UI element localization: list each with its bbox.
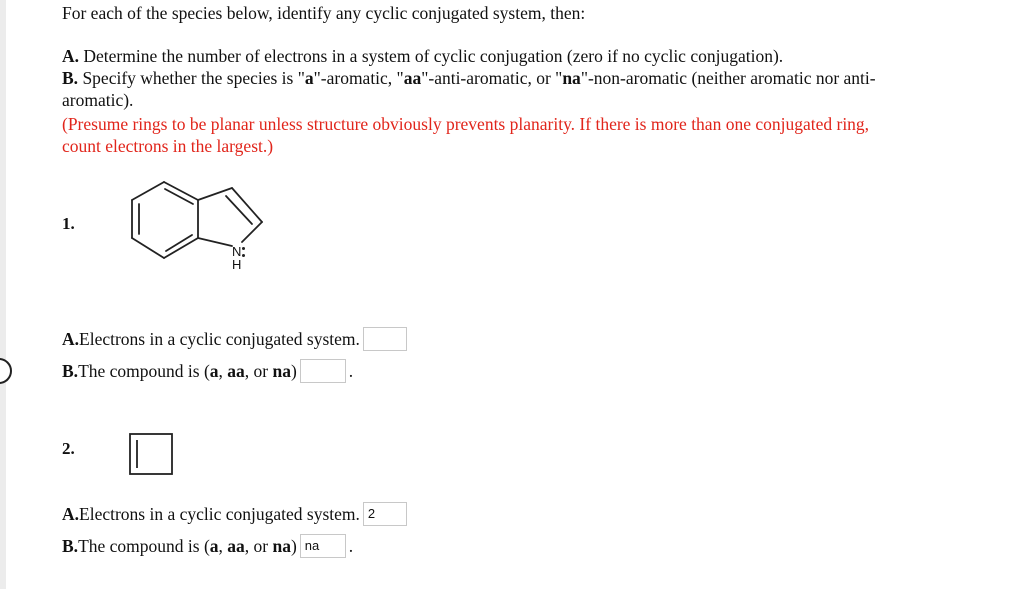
question-1-number: 1.	[62, 214, 75, 233]
intro-text: For each of the species below, identify any cyclic conjugated system, then:	[62, 3, 586, 23]
question-2-number: 2.	[62, 439, 75, 458]
question-1-electrons-input[interactable]	[363, 327, 407, 351]
hydrogen-atom-label: H	[232, 257, 242, 272]
question-2-aromaticity-input[interactable]: na	[300, 534, 346, 558]
lone-pair-dots	[242, 246, 246, 260]
instruction-b-cont: aromatic).	[62, 90, 134, 110]
question-2-part-b: B. The compound is ( a , aa , or na ) na .	[62, 534, 353, 558]
note-line-2: count electrons in the largest.)	[62, 136, 274, 156]
question-1-part-a: A. Electrons in a cyclic conjugated system.	[62, 327, 407, 351]
cyclobutadiene-structure	[128, 432, 176, 476]
note-line-1: (Presume rings to be planar unless structure obviously prevents planarity. If there is more than one conjugated ring,	[62, 114, 870, 134]
nitrogen-atom-label: N	[232, 244, 242, 259]
question-1-aromaticity-input[interactable]	[300, 359, 346, 383]
indole-structure	[122, 178, 272, 290]
instruction-b: B. Specify whether the species is "a"-aromatic, "aa"-anti-aromatic, or "na"-non-aromatic (neither aromatic nor anti-	[62, 68, 876, 88]
sidebar-toggle-circle[interactable]	[0, 358, 12, 384]
left-panel-edge	[0, 0, 6, 589]
question-2-electrons-input[interactable]: 2	[363, 502, 407, 526]
question-1-part-b: B. The compound is ( a , aa , or na ) .	[62, 359, 353, 383]
instruction-a: A. Determine the number of electrons in a system of cyclic conjugation (zero if no cyclic conjugation).	[62, 46, 784, 66]
question-2-part-a: A. Electrons in a cyclic conjugated system. 2	[62, 502, 407, 526]
